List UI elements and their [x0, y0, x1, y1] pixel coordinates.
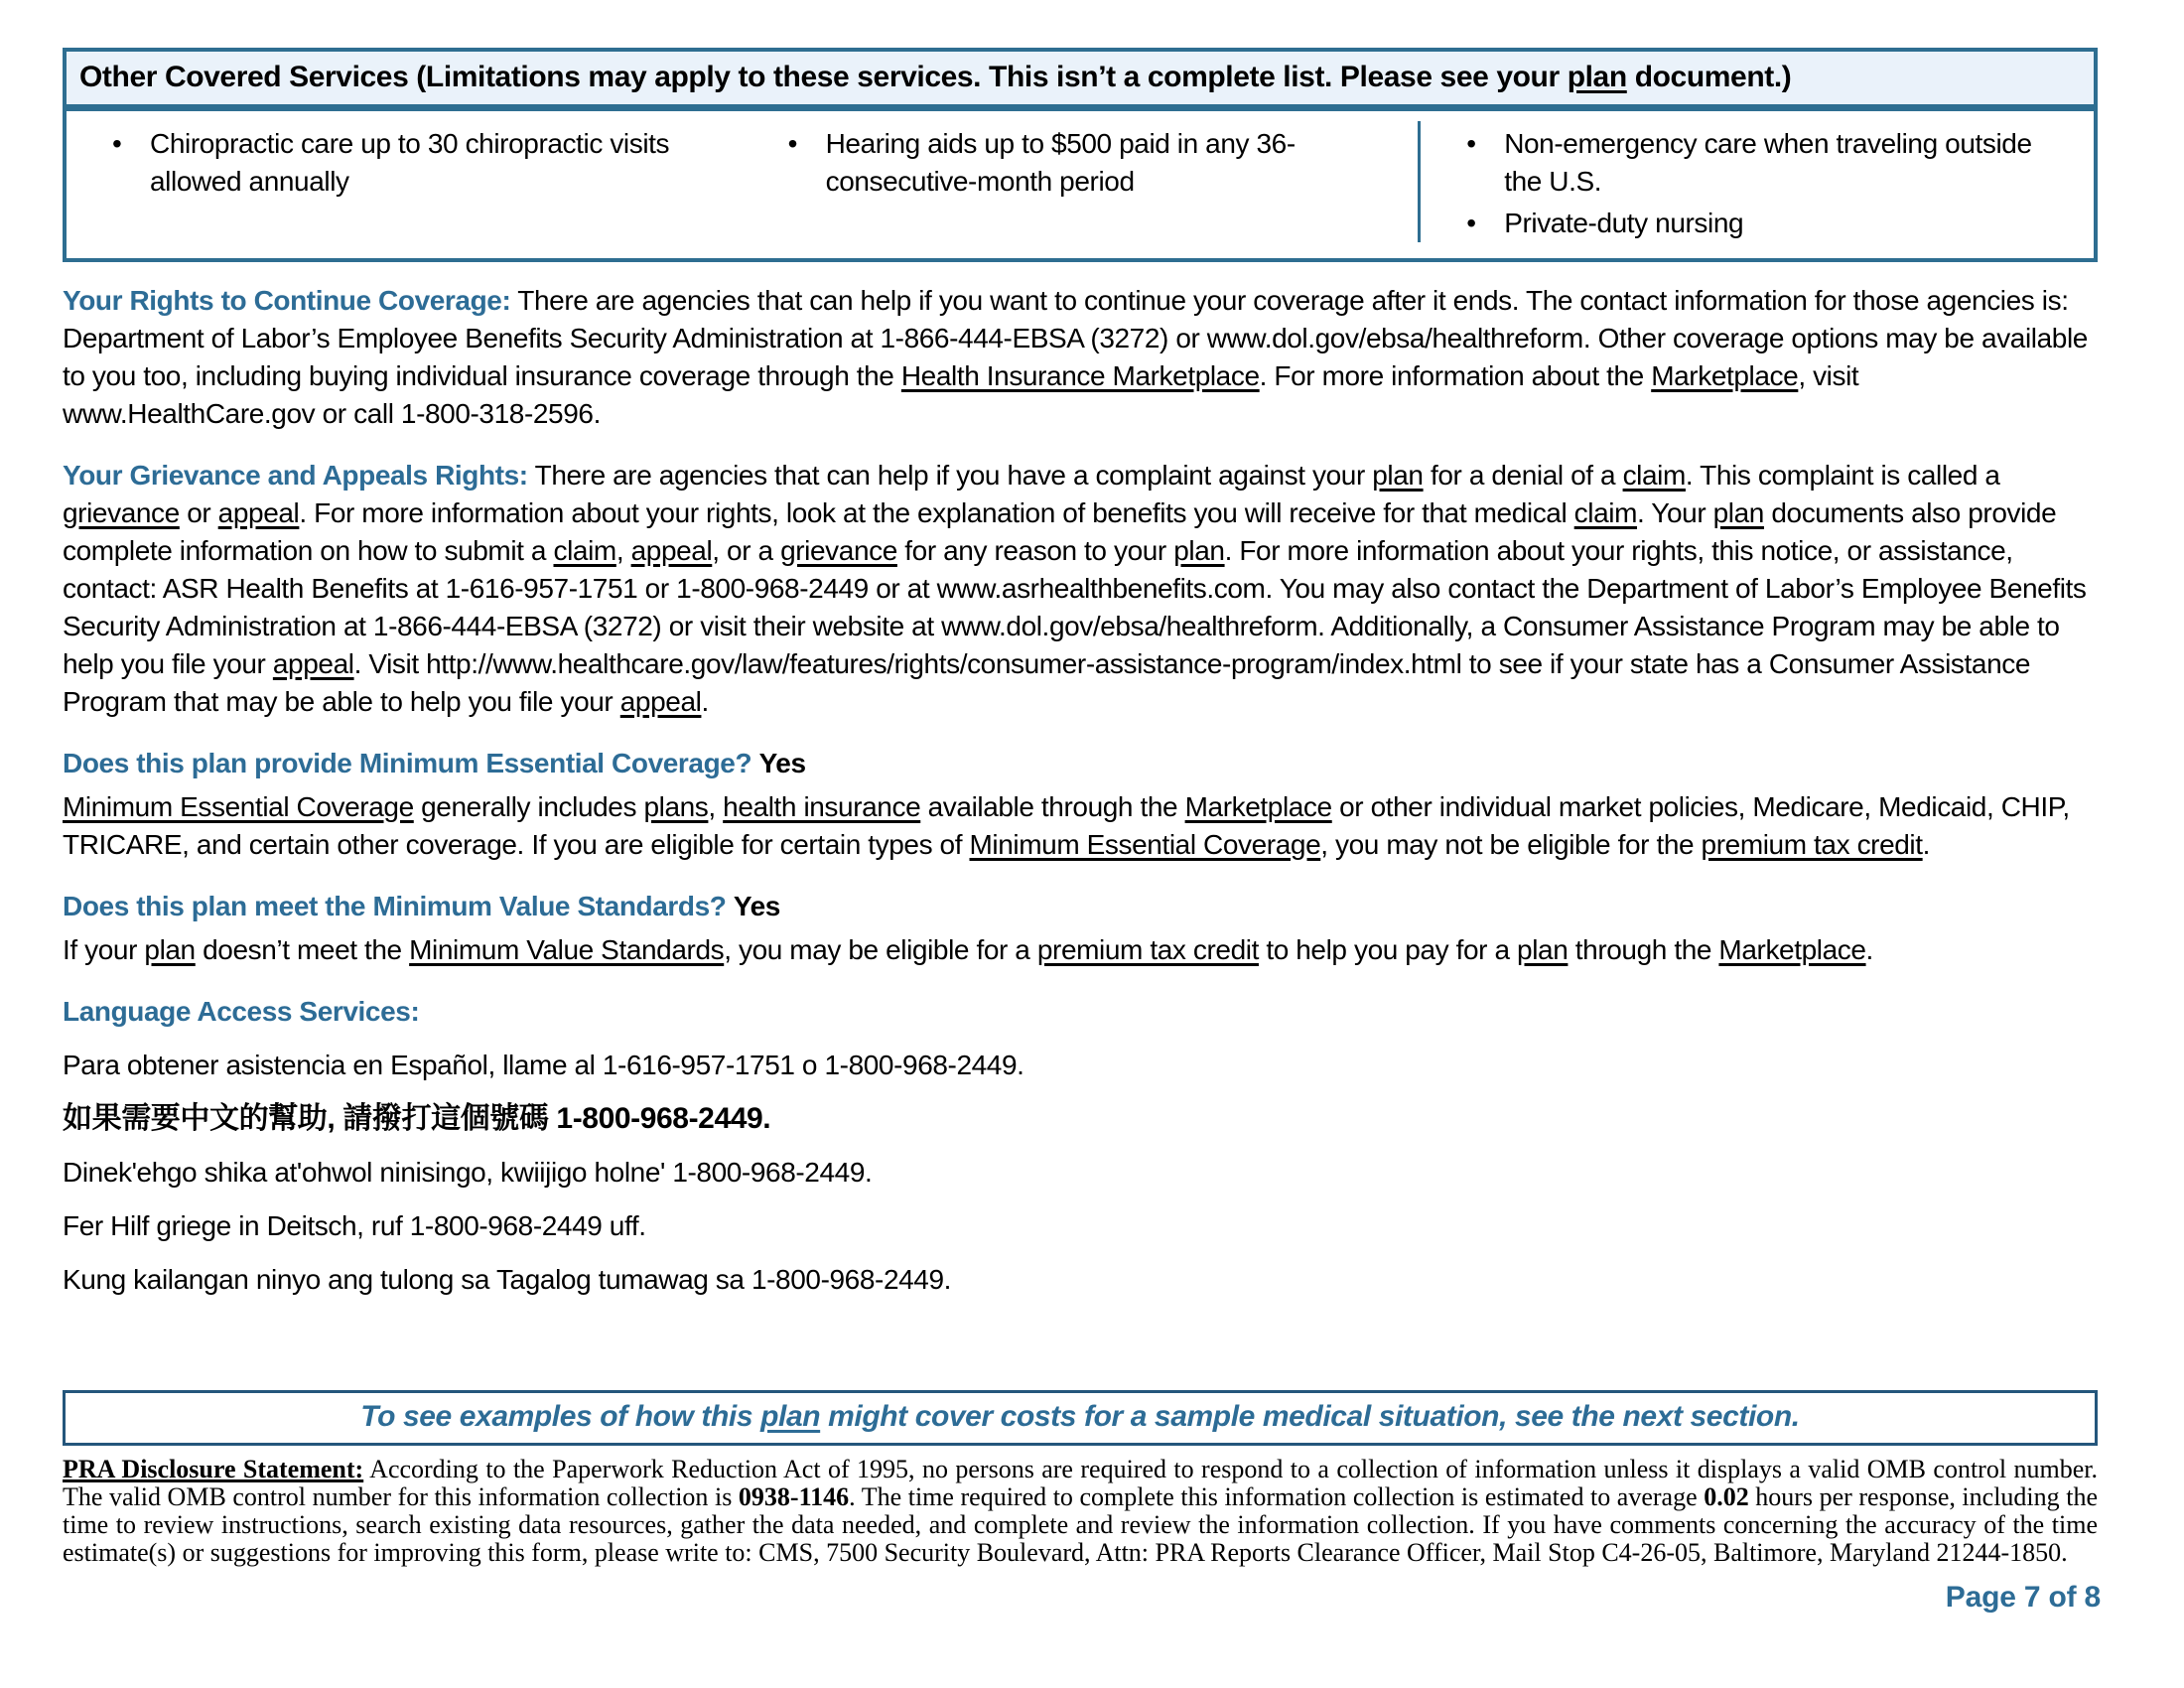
section-heading: Does this plan meet the Minimum Value Standards?: [63, 891, 727, 921]
next-section-callout: [63, 1390, 2098, 1446]
question-answer: Yes: [758, 748, 806, 778]
other-covered-services-header: Other Covered Services (Limitations may apply to these services. This isn’t a complete list. Please see your plan document.): [67, 52, 2094, 111]
section-minimum-value-standards-question: [63, 888, 2098, 925]
language-line-spanish: Para obtener asistencia en Español, llame al 1-616-957-1751 o 1-800-968-2449.: [63, 1050, 1024, 1080]
bullet-icon: •: [1466, 208, 1476, 238]
callout-text: To see examples of how this plan might cover costs for a sample medical situation, see the next section.: [360, 1400, 1800, 1433]
language-line-german: Fer Hilf griege in Deitsch, ruf 1-800-968-2449 uff.: [63, 1210, 646, 1241]
covered-service-text: Hearing aids up to $500 paid in any 36-consecutive-month period: [825, 128, 1296, 197]
covered-service-item: [1442, 125, 2070, 201]
other-covered-services-table: [63, 48, 2098, 262]
section-body: There are agencies that can help if you want to continue your coverage after it ends. The contact information for those agencies is: Department of Labor’s Employee Benefits Security Administration at 1-866-444-EBSA (3272) or www.dol.gov/ebsa/healthreform. Other coverage options may be available to you too, including buying individual insurance coverage through the Health Insurance Marketplace. For more information about the Marketplace, visit www.HealthCare.gov or call 1-800-318-2596.: [63, 285, 2088, 429]
section-minimum-essential-coverage-body: Minimum Essential Coverage generally includes plans, health insurance available through the Marketplace or other individual market policies, Medicare, Medicaid, CHIP, TRICARE, and certain other coverage. If you are eligible for certain types of Minimum Essential Coverage, you may not be eligible for the premium tax credit.: [63, 791, 2070, 860]
section-heading: Does this plan provide Minimum Essential Coverage?: [63, 748, 752, 778]
covered-service-item: [1442, 205, 2070, 242]
covered-services-column-1: [67, 121, 743, 242]
covered-service-text: Chiropractic care up to 30 chiropractic visits allowed annually: [150, 128, 670, 197]
section-body: There are agencies that can help if you have a complaint against your plan for a denial of a claim. This complaint is called a grievance or appeal. For more information about your rights, look at the explanation of benefits you will receive for that medical claim. Your plan documents also provide complete information on how to submit a claim, appeal, or a grievance for any reason to your plan. For more information about your rights, this notice, or assistance, contact: ASR Health Benefits at 1-616-957-1751 or 1-800-968-2449 or at www.asrhealthbenefits.com. You may also contact the Department of Labor’s Employee Benefits Security Administration at 1-866-444-EBSA (3272) or visit their website at www.dol.gov/ebsa/healthreform. Additionally, a Consumer Assistance Program may be able to help you file your appeal. Visit http://www.healthcare.gov/law/features/rights/consumer-assistance-program/index.html to see if your state has a Consumer Assistance Program that may be able to help you file your appeal.: [63, 460, 2087, 717]
covered-service-item: [88, 125, 719, 201]
covered-services-column-3: [1418, 121, 2094, 242]
bullet-icon: •: [787, 128, 797, 159]
covered-services-column-2: [743, 121, 1419, 242]
section-heading: Your Grievance and Appeals Rights:: [63, 460, 528, 491]
covered-service-text: Private-duty nursing: [1504, 208, 1744, 238]
section-heading: Language Access Services:: [63, 996, 420, 1027]
pra-disclosure-statement: [63, 1456, 2098, 1567]
page-content: [63, 48, 2098, 1567]
section-language-access-services: [63, 993, 2098, 1031]
section-grievance-appeals-rights: [63, 457, 2098, 721]
covered-service-text: Non-emergency care when traveling outside the U.S.: [1504, 128, 2032, 197]
section-rights-to-continue-coverage: [63, 282, 2098, 433]
other-covered-services-body: [67, 111, 2094, 258]
section-minimum-value-standards-body: If your plan doesn’t meet the Minimum Value Standards, you may be eligible for a premium tax credit to help you pay for a plan through the Marketplace.: [63, 934, 1873, 965]
question-answer: Yes: [733, 891, 780, 921]
bullet-icon: •: [112, 128, 122, 159]
covered-service-item: [764, 125, 1395, 201]
language-line-chinese: 如果需要中文的幫助, 請撥打這個號碼 1-800-968-2449.: [63, 1102, 771, 1135]
pra-lead: PRA Disclosure Statement:: [63, 1455, 364, 1483]
page-number: Page 7 of 8: [1945, 1581, 2101, 1614]
section-minimum-essential-coverage-question: [63, 745, 2098, 782]
section-heading: Your Rights to Continue Coverage:: [63, 285, 511, 316]
pra-body: According to the Paperwork Reduction Act of 1995, no persons are required to respond to a collection of information unless it displays a valid OMB control number. The valid OMB control number for this information collection is 0938-1146. The time required to complete this information collection is estimated to average 0.02 hours per response, including the time to review instructions, search existing data resources, gather the data needed, and complete and review the information collection. If you have comments concerning the accuracy of the time estimate(s) or suggestions for improving this form, please write to: CMS, 7500 Security Boulevard, Attn: PRA Reports Clearance Officer, Mail Stop C4-26-05, Baltimore, Maryland 21244-1850.: [63, 1455, 2098, 1567]
bullet-icon: •: [1466, 128, 1476, 159]
language-line-navajo: Dinek'ehgo shika at'ohwol ninisingo, kwiijigo holne' 1-800-968-2449.: [63, 1157, 873, 1188]
language-line-tagalog: Kung kailangan ninyo ang tulong sa Tagalog tumawag sa 1-800-968-2449.: [63, 1264, 952, 1295]
